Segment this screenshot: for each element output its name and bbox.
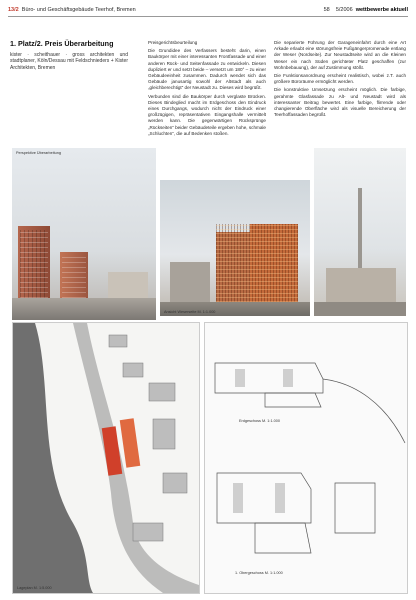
header-rule [8, 16, 408, 17]
site-block [153, 419, 175, 449]
jury-paragraph-1: Die Grundidee des Verfassers besteht darin, einen Baukörper mit einer interessanten Frontfassade und einer anderen Rück- und Seitenfassade zu entwickeln. Diesen dupliziert er und setzt beide – versetzt um 180° – zu einer Gebäudeeinheit zusammen. Dadurch wendet sich das Gebäude janusartig sowohl der Altstadt als auch „gleichberechtigt“ der Neustadt zu. Dieses wird begrüßt. [148, 48, 266, 91]
header-subject: Büro- und Geschäftsgebäude Teerhof, Bremen [21, 7, 136, 13]
page-header [8, 4, 408, 16]
elevation-rendering [160, 180, 310, 316]
waterfront-curve [323, 379, 405, 443]
jury-column [148, 40, 266, 139]
upper-floor-caption: 1. Obergeschoss M. 1:1.000 [235, 571, 283, 575]
street [12, 298, 156, 320]
site-plan [12, 322, 200, 594]
ground-floor-outline [215, 363, 323, 393]
issue-number: 13/2 [8, 7, 19, 13]
skyline-rendering [314, 148, 406, 316]
project-building-east [120, 418, 141, 467]
jury-paragraph-2: Verbunden sind die Baukörper durch verglaste Brücken. Dieses Bindeglied macht im Erdgeschoss den Eindruck eines Durchgangs, wodurch nicht der Eindruck einer großzügigen, repräsentativen Eingangshalle vermittelt werden kann. Die gegenwärtigen Rücksprünge „Rückseiten“ beider Gebäudeteile ergeben hohe, schmale „Schluchten“, die auf Bedenken stoßen. [148, 93, 266, 136]
plan-core [275, 483, 285, 513]
jury-paragraph-3: Die separierte Führung der Garageneinfahrt durch eine Art Arkade erlaubt eine störungsfreie Fußgängerpromenade entlang der Weser (Nordseite). Zur Neustadtseite wird an die Kleinen Weser ein nach Süden gerichteter Platz geschaffen (zur Wohnbebauung), der auf Zustimmung stößt. [274, 40, 406, 70]
entry-title: 1. Platz/2. Preis Überarbeitung [10, 39, 114, 48]
upper-floor-wing [255, 523, 311, 553]
ground-floor-caption: Erdgeschoss M. 1:1.000 [239, 419, 280, 423]
neighbour-building [170, 262, 210, 302]
site-block [109, 335, 127, 347]
river [13, 323, 93, 593]
distant-building [108, 272, 148, 298]
elevation-caption: Ansicht Weserseite M. 1:1.000 [164, 310, 216, 314]
jury-paragraph-4: Die Funktionsanordnung erscheint realistisch, wobei z.T. auch größere Büroräume ermöglicht werden. [274, 73, 406, 85]
site-plan-caption: Lageplan M. 1:5.000 [17, 586, 52, 590]
header-left [8, 4, 136, 16]
site-plan-drawing [13, 323, 199, 593]
floor-plans-drawing [205, 323, 407, 593]
plan-core [283, 369, 293, 387]
page-number: 58 [323, 7, 330, 13]
perspective-rendering [12, 148, 156, 320]
spire [358, 188, 362, 278]
facade-pattern [216, 224, 298, 302]
site-block [163, 473, 187, 493]
site-block [149, 383, 175, 401]
plan-core [233, 483, 243, 513]
header-right [324, 4, 408, 16]
jury-paragraph-5: Die konstruktive Umsetzung erscheint möglich. Die farbige, gerahmte Glasfassade zu Alt- und Neustadt wird als interessanter Beitrag bewertet. Eine farbige, flirrende oder changierende Oberfläche wird als visuelle Bereicherung der Teerhoffassaden begrüßt. [274, 87, 406, 118]
plan-core [235, 369, 245, 387]
entry-column [10, 40, 128, 71]
perspective-caption: Perspektive Überarbeitung [16, 151, 61, 155]
upper-floor-outline [217, 473, 311, 523]
entry-authors: kister · scheithauer · gross architekten und stadtplaner, Köln/Dessau mit Feldschnieders + Kister Architekten, Bremen [10, 52, 128, 71]
site-block [133, 523, 163, 541]
floor-plans [204, 322, 408, 594]
jury-heading: Preisgerichtsbeurteilung [148, 40, 198, 45]
edition: 5/2006 [335, 7, 353, 13]
site-block [123, 363, 143, 377]
magazine-name: wettbewerbe aktuell [355, 7, 408, 13]
ground-floor-wing [265, 393, 321, 407]
jury-column-continued [274, 40, 406, 120]
right-ground [314, 302, 406, 316]
detail-plan [335, 483, 375, 533]
right-skyline-building [326, 268, 396, 304]
